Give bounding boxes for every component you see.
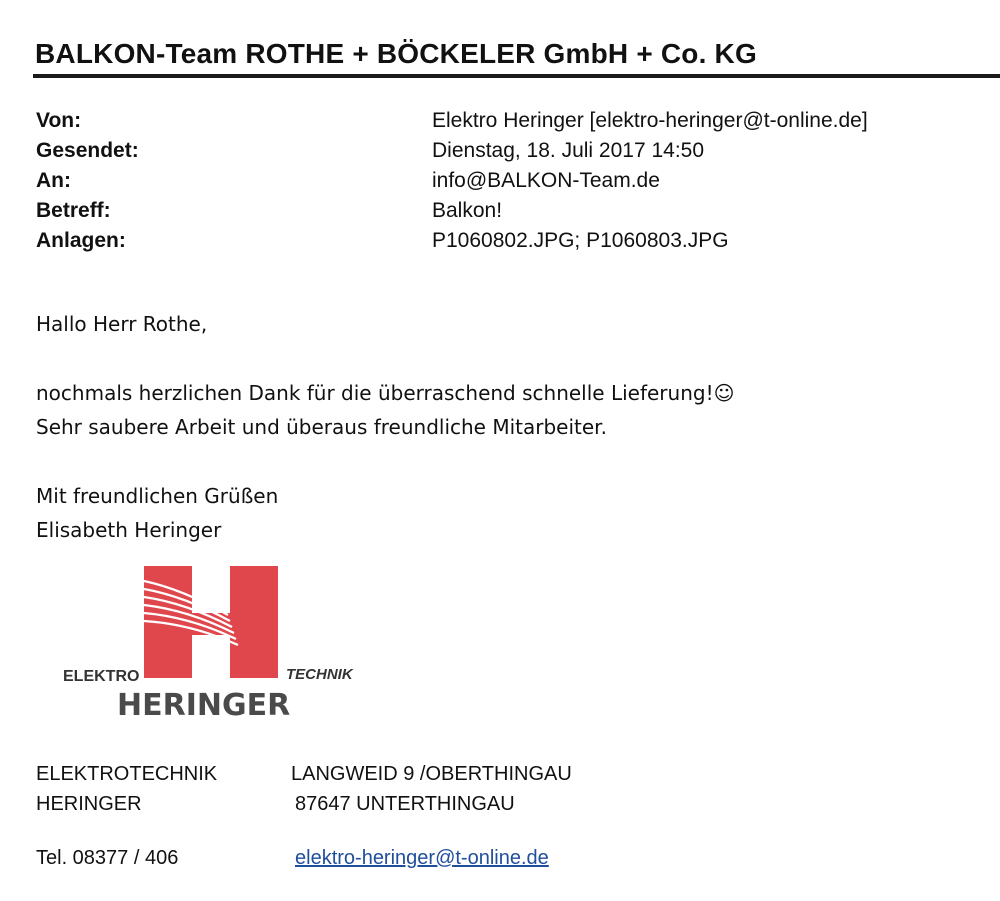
from-value: Elektro Heringer [elektro-heringer@t-online.de] — [432, 109, 868, 132]
from-label: Von: — [36, 109, 82, 132]
logo-h-mark — [144, 566, 278, 678]
logo-brand-text: HERINGER — [117, 688, 291, 723]
signature-company-line1: ELEKTROTECHNIK — [36, 763, 218, 785]
to-label: An: — [36, 169, 71, 192]
attachments-label: Anlagen: — [36, 229, 126, 252]
closing: Mit freundlichen Grüßen — [36, 484, 279, 508]
logo-left-text: ELEKTRO — [63, 668, 140, 685]
subject-label: Betreff: — [36, 199, 111, 222]
signature-company-line2: HERINGER — [36, 793, 142, 815]
company-logo — [60, 563, 380, 723]
signature-address-line2: 87647 UNTERTHINGAU — [295, 793, 515, 815]
signature-address-line1: LANGWEID 9 /OBERTHINGAU — [291, 763, 572, 785]
to-value: info@BALKON-Team.de — [432, 169, 660, 192]
signature-phone: Tel. 08377 / 406 — [36, 847, 179, 869]
greeting: Hallo Herr Rothe, — [36, 312, 208, 336]
body-line-thanks: nochmals herzlichen Dank für die überraschend schnelle Lieferung!☺ — [36, 381, 735, 405]
sent-value: Dienstag, 18. Juli 2017 14:50 — [432, 139, 705, 162]
attachments-value: P1060802.JPG; P1060803.JPG — [432, 229, 729, 252]
sent-label: Gesendet: — [36, 139, 139, 162]
company-title: BALKON-Team ROTHE + BÖCKELER GmbH + Co. KG — [35, 38, 757, 69]
body-line-praise: Sehr saubere Arbeit und überaus freundliche Mitarbeiter. — [36, 415, 607, 439]
signature-email-link[interactable]: elektro-heringer@t-online.de — [295, 847, 549, 869]
subject-value: Balkon! — [432, 199, 503, 222]
logo-right-text: TECHNIK — [286, 666, 353, 683]
sender-name: Elisabeth Heringer — [36, 518, 222, 542]
title-divider — [33, 74, 1000, 78]
